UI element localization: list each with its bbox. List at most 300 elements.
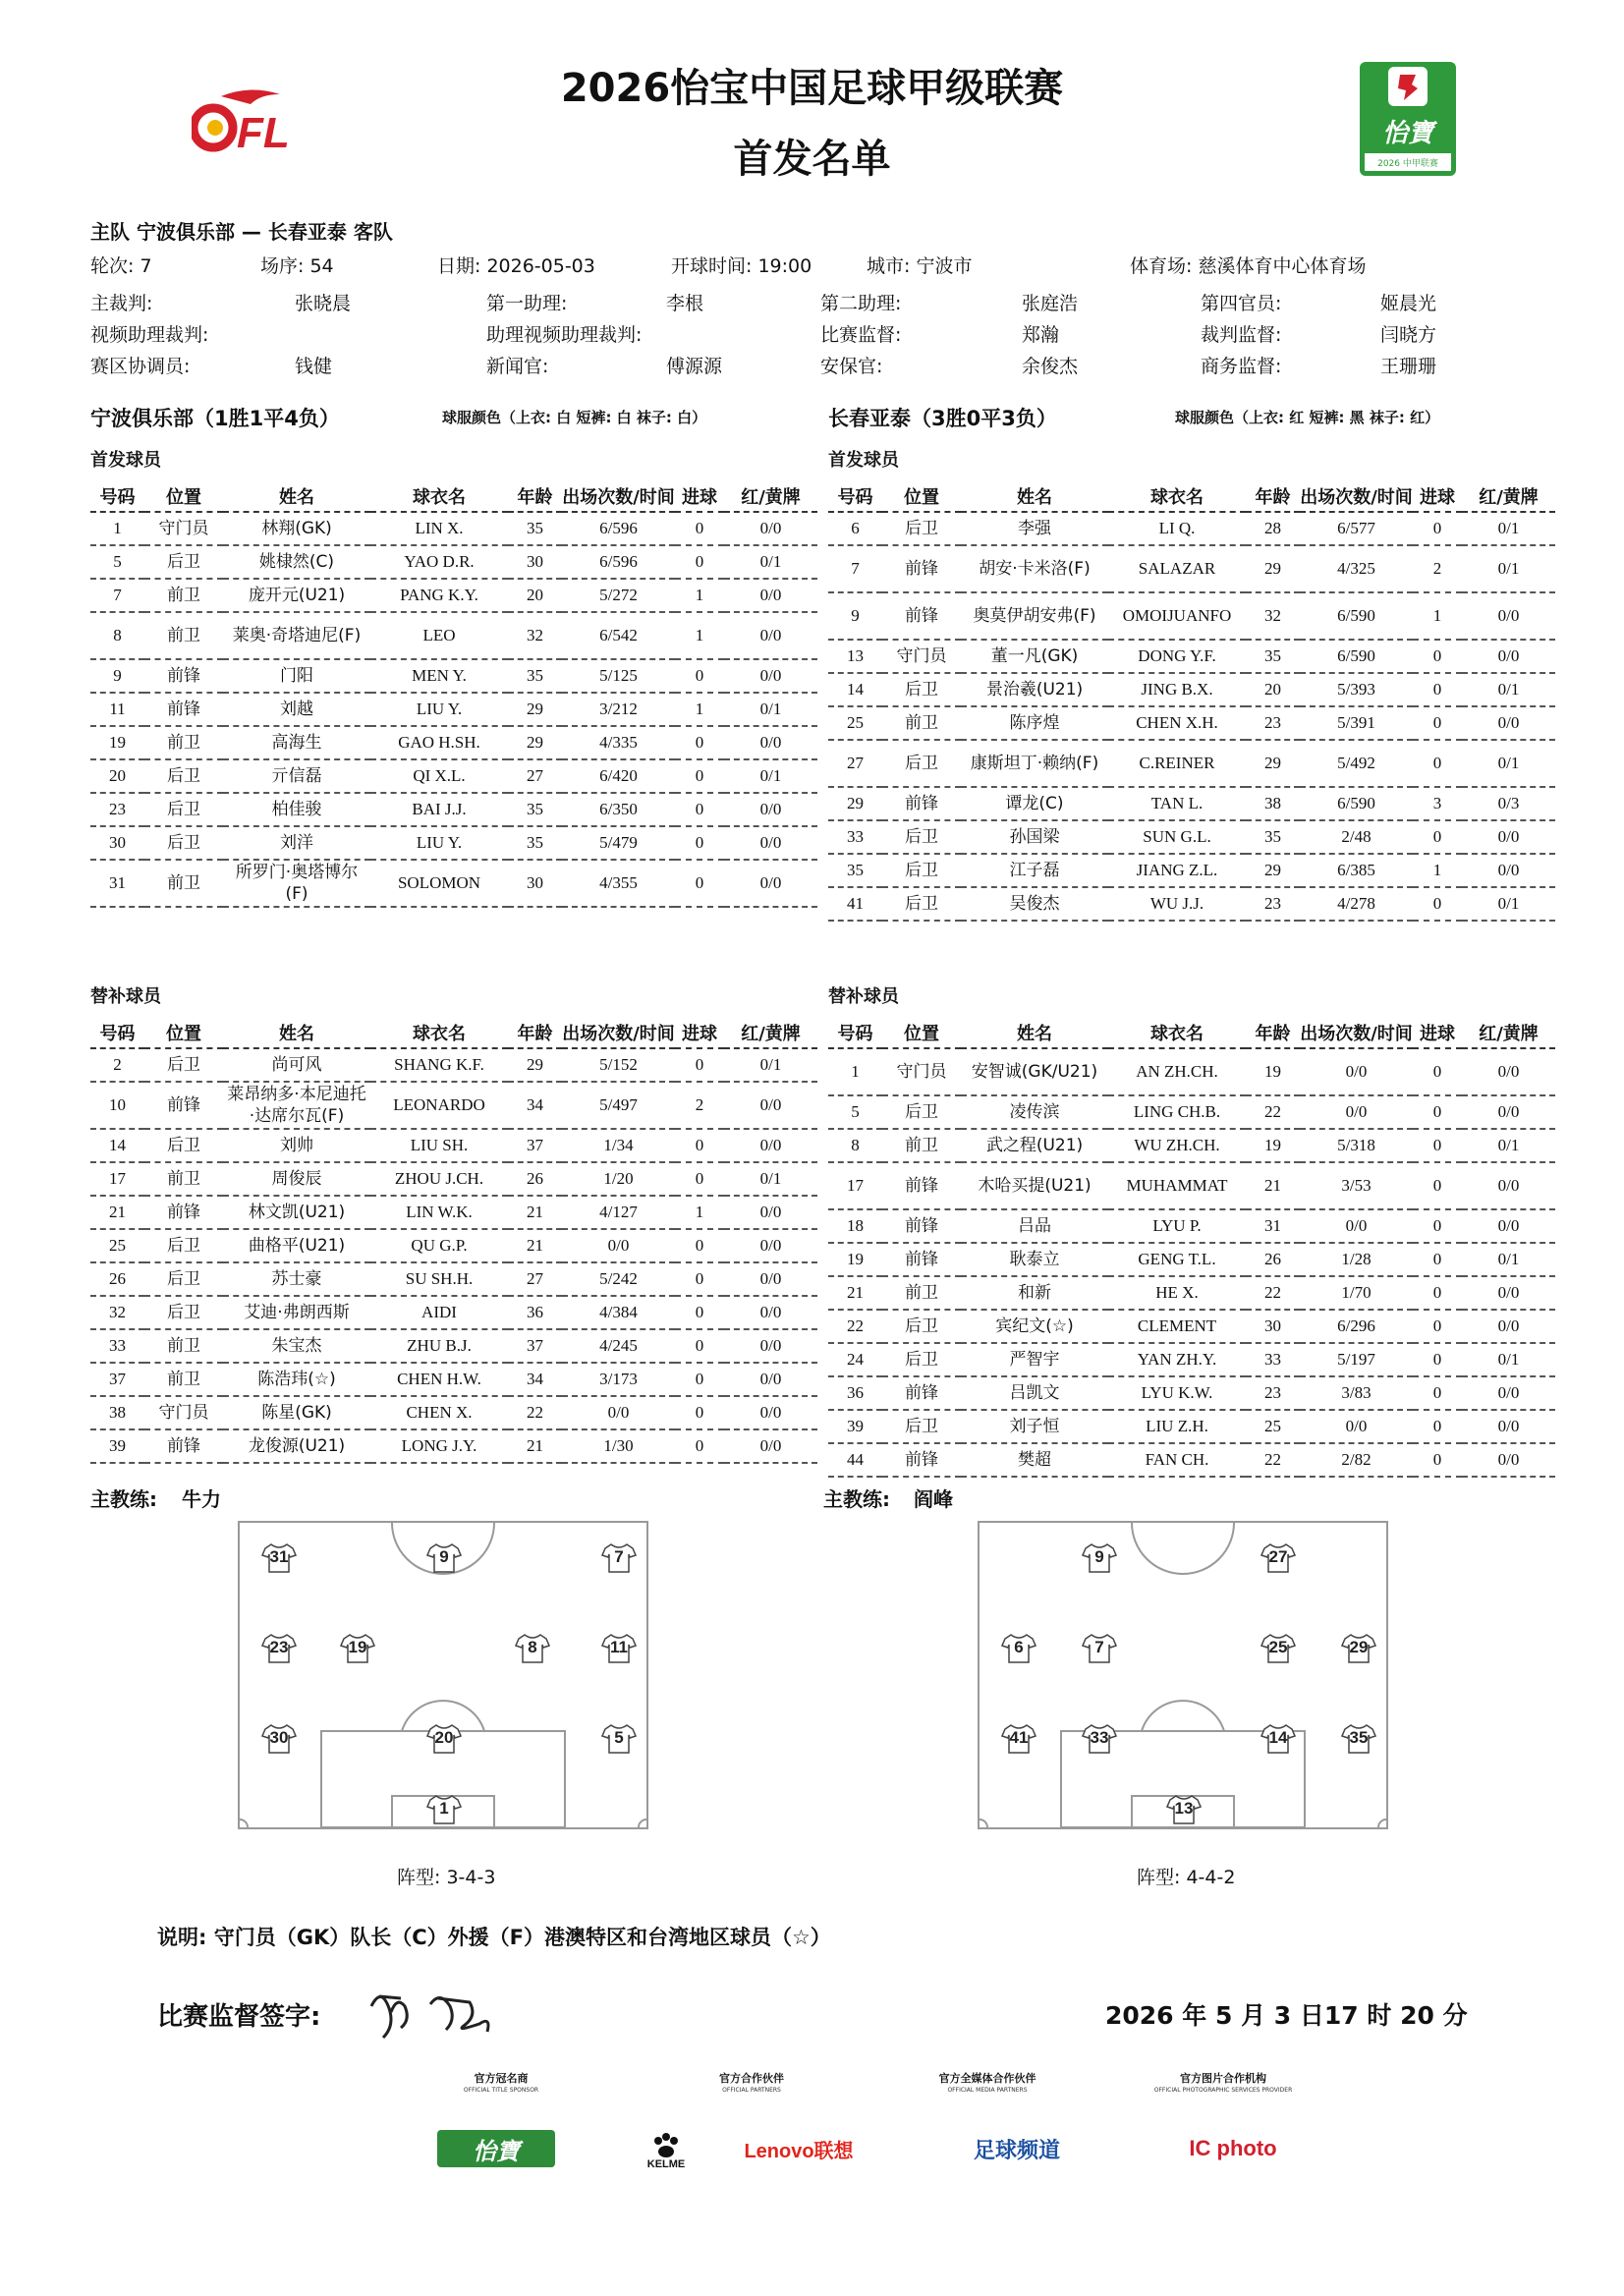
sponsor-logo-4 (1174, 2130, 1292, 2167)
player-row (90, 793, 817, 826)
player-row (828, 640, 1555, 673)
player-row (828, 1095, 1555, 1129)
home-subs-table (90, 1018, 817, 1464)
official-label: 裁判监督: (1201, 324, 1282, 346)
player-row (90, 1429, 817, 1463)
supervisor-signature (362, 1977, 519, 2045)
column-header: 进球 (675, 481, 724, 512)
away-kit-colors: 球服颜色（上衣: 红 短裤: 黑 袜子: 红） (1175, 409, 1440, 426)
player-position: 守门员 (144, 512, 223, 545)
goals: 0 (1413, 887, 1462, 921)
player-number: 14 (828, 673, 882, 706)
player-age: 33 (1246, 1343, 1300, 1376)
shirt-name: PANG K.Y. (370, 579, 508, 612)
goals: 0 (675, 759, 724, 793)
appearances-minutes: 5/393 (1300, 673, 1413, 706)
player-row (828, 1343, 1555, 1376)
sponsor-category-sub: OFFICIAL TITLE SPONSOR (463, 2087, 539, 2094)
goals: 0 (1413, 1209, 1462, 1243)
shirt-name: QI X.L. (370, 759, 508, 793)
column-header: 球衣名 (1108, 1018, 1246, 1048)
shirt-number: 41 (1009, 1728, 1029, 1747)
player-name: 门阳 (223, 659, 370, 693)
player-position: 前卫 (144, 1329, 223, 1363)
player-name: 林文凯(U21) (223, 1196, 370, 1229)
player-number: 38 (90, 1396, 144, 1429)
player-name: 刘洋 (223, 826, 370, 860)
shirt-name: SOLOMON (370, 860, 508, 907)
player-position: 后卫 (882, 512, 961, 545)
goals: 0 (675, 860, 724, 907)
player-age: 25 (1246, 1410, 1300, 1443)
match-number: 场序: 54 (260, 255, 334, 277)
player-position: 前锋 (144, 1429, 223, 1463)
column-header: 红/黄牌 (1462, 1018, 1555, 1048)
player-shirt-marker (1082, 1633, 1117, 1664)
official-label: 赛区协调员: (90, 356, 191, 377)
appearances-minutes: 5/479 (562, 826, 675, 860)
player-number: 39 (90, 1429, 144, 1463)
player-name: 陈浩玮(☆) (223, 1363, 370, 1396)
player-number: 18 (828, 1209, 882, 1243)
player-age: 23 (1246, 1376, 1300, 1410)
player-row (90, 545, 817, 579)
goals: 0 (1413, 512, 1462, 545)
kickoff-time: 开球时间: 19:00 (671, 255, 812, 277)
player-row (828, 706, 1555, 740)
appearances-minutes: 6/542 (562, 612, 675, 659)
player-shirt-marker (1001, 1723, 1036, 1755)
player-shirt-marker (261, 1723, 297, 1755)
cards: 0/0 (724, 1129, 817, 1162)
goals: 0 (675, 545, 724, 579)
goals: 0 (1413, 1048, 1462, 1095)
shirt-name: BAI J.J. (370, 793, 508, 826)
player-age: 29 (1246, 545, 1300, 592)
player-row (828, 787, 1555, 820)
player-number: 41 (828, 887, 882, 921)
player-position: 前卫 (882, 1129, 961, 1162)
appearances-minutes: 1/20 (562, 1162, 675, 1196)
away-formation: 阵型: 4-4-2 (1137, 1867, 1236, 1888)
player-position: 守门员 (882, 1048, 961, 1095)
player-row (90, 1329, 817, 1363)
appearances-minutes: 6/590 (1300, 640, 1413, 673)
shirt-name: YAO D.R. (370, 545, 508, 579)
column-header: 姓名 (223, 481, 370, 512)
goals: 0 (1413, 1376, 1462, 1410)
player-name: 樊超 (961, 1443, 1108, 1477)
svg-text:FL: FL (237, 109, 290, 155)
goals: 1 (675, 1196, 724, 1229)
player-position: 后卫 (882, 1095, 961, 1129)
player-age: 29 (508, 1048, 562, 1082)
shirt-number: 6 (1014, 1638, 1024, 1656)
shirt-name: SUN G.L. (1108, 820, 1246, 854)
shirt-name: FAN CH. (1108, 1443, 1246, 1477)
cards: 0/1 (724, 1048, 817, 1082)
shirt-number: 31 (269, 1547, 289, 1566)
player-row (828, 854, 1555, 887)
match-date: 日期: 2026-05-03 (437, 255, 595, 277)
cards: 0/0 (1462, 1276, 1555, 1310)
player-name: 吕凯文 (961, 1376, 1108, 1410)
sponsor-brand: IC photo (1189, 2136, 1277, 2160)
city: 城市: 宁波市 (867, 255, 973, 277)
home-subs-label: 替补球员 (90, 986, 161, 1007)
player-number: 1 (828, 1048, 882, 1095)
player-age: 30 (508, 860, 562, 907)
player-name: 武之程(U21) (961, 1129, 1108, 1162)
player-number: 11 (90, 693, 144, 726)
sponsor-category: 官方图片合作机构 (1180, 2072, 1266, 2085)
home-coach-label: 主教练: (90, 1487, 157, 1511)
sponsor-category: 官方冠名商 (474, 2072, 529, 2085)
goals: 0 (1413, 1410, 1462, 1443)
cards: 0/3 (1462, 787, 1555, 820)
player-name: 严智宇 (961, 1343, 1108, 1376)
goals: 0 (675, 826, 724, 860)
sponsor-logo-1 (639, 2124, 694, 2179)
player-number: 26 (90, 1262, 144, 1296)
shirt-name: HE X. (1108, 1276, 1246, 1310)
column-header: 出场次数/时间 (1300, 1018, 1413, 1048)
shirt-name: SALAZAR (1108, 545, 1246, 592)
player-number: 30 (90, 826, 144, 860)
player-age: 21 (508, 1429, 562, 1463)
player-age: 22 (1246, 1443, 1300, 1477)
official-label: 第一助理: (486, 293, 568, 314)
player-position: 前卫 (144, 612, 223, 659)
player-age: 22 (1246, 1276, 1300, 1310)
home-starters-label: 首发球员 (90, 450, 161, 471)
player-age: 29 (508, 693, 562, 726)
shirt-name: ZHU B.J. (370, 1329, 508, 1363)
cards: 0/0 (1462, 1376, 1555, 1410)
official-name: 郑瀚 (1022, 324, 1060, 346)
player-position: 前锋 (144, 693, 223, 726)
player-age: 29 (1246, 740, 1300, 787)
player-row (90, 1129, 817, 1162)
official-name: 王珊珊 (1380, 356, 1437, 377)
appearances-minutes: 5/197 (1300, 1343, 1413, 1376)
shirt-number: 35 (1349, 1728, 1369, 1747)
player-age: 37 (508, 1129, 562, 1162)
player-name: 吴俊杰 (961, 887, 1108, 921)
player-number: 21 (90, 1196, 144, 1229)
column-header: 年龄 (508, 481, 562, 512)
appearances-minutes: 0/0 (1300, 1209, 1413, 1243)
player-shirt-marker (601, 1542, 637, 1574)
sponsor-category-sub: OFFICIAL PHOTOGRAPHIC SERVICES PROVIDER (1153, 2087, 1293, 2094)
player-position: 后卫 (882, 887, 961, 921)
player-shirt-marker (1341, 1633, 1376, 1664)
player-age: 20 (1246, 673, 1300, 706)
shirt-number: 25 (1268, 1638, 1288, 1656)
appearances-minutes: 3/53 (1300, 1162, 1413, 1209)
player-number: 35 (828, 854, 882, 887)
appearances-minutes: 4/325 (1300, 545, 1413, 592)
player-number: 19 (828, 1243, 882, 1276)
player-age: 28 (1246, 512, 1300, 545)
shirt-name: LI Q. (1108, 512, 1246, 545)
cards: 0/0 (724, 1082, 817, 1129)
goals: 0 (1413, 1310, 1462, 1343)
cards: 0/0 (724, 726, 817, 759)
shirt-name: SHANG K.F. (370, 1048, 508, 1082)
away-starters-label: 首发球员 (828, 450, 899, 471)
player-row (828, 887, 1555, 921)
player-position: 后卫 (144, 826, 223, 860)
player-number: 6 (828, 512, 882, 545)
player-position: 后卫 (882, 673, 961, 706)
player-row (828, 1209, 1555, 1243)
player-age: 29 (1246, 854, 1300, 887)
shirt-number: 33 (1090, 1728, 1109, 1747)
official-label: 助理视频助理裁判: (486, 324, 643, 346)
shirt-name: MUHAMMAT (1108, 1162, 1246, 1209)
appearances-minutes: 3/83 (1300, 1376, 1413, 1410)
player-age: 20 (508, 579, 562, 612)
column-header: 号码 (90, 1018, 144, 1048)
player-name: 庞开元(U21) (223, 579, 370, 612)
away-team-title: 长春亚泰（3胜0平3负） (828, 407, 1057, 430)
cards: 0/0 (724, 659, 817, 693)
player-number: 5 (828, 1095, 882, 1129)
shirt-name: AIDI (370, 1296, 508, 1329)
away-formation-pitch (978, 1521, 1388, 1829)
goals: 1 (675, 693, 724, 726)
player-position: 前锋 (882, 1243, 961, 1276)
column-header: 年龄 (508, 1018, 562, 1048)
player-name: 刘帅 (223, 1129, 370, 1162)
player-row (828, 592, 1555, 640)
player-number: 25 (828, 706, 882, 740)
official-label: 商务监督: (1201, 356, 1282, 377)
player-name: 所罗门·奥塔博尔(F) (223, 860, 370, 907)
shirt-name: C.REINER (1108, 740, 1246, 787)
player-row (828, 1243, 1555, 1276)
shirt-name: QU G.P. (370, 1229, 508, 1262)
appearances-minutes: 1/30 (562, 1429, 675, 1463)
cards: 0/0 (724, 1196, 817, 1229)
appearances-minutes: 6/385 (1300, 854, 1413, 887)
official-name: 傅源源 (666, 356, 723, 377)
away-coach-name: 阎峰 (914, 1487, 953, 1511)
cards: 0/1 (1462, 887, 1555, 921)
player-row (90, 1229, 817, 1262)
player-position: 前卫 (144, 860, 223, 907)
home-formation: 阵型: 3-4-3 (397, 1867, 496, 1888)
home-kit-colors: 球服颜色（上衣: 白 短裤: 白 袜子: 白） (442, 409, 707, 426)
cards: 0/1 (724, 545, 817, 579)
shirt-name: LIU Y. (370, 826, 508, 860)
player-name: 奥莫伊胡安弗(F) (961, 592, 1108, 640)
player-number: 7 (90, 579, 144, 612)
goals: 0 (1413, 740, 1462, 787)
shirt-name: AN ZH.CH. (1108, 1048, 1246, 1095)
cards: 0/0 (724, 826, 817, 860)
player-name: 朱宝杰 (223, 1329, 370, 1363)
shirt-name: LIN W.K. (370, 1196, 508, 1229)
cards: 0/1 (1462, 545, 1555, 592)
shirt-name: LEONARDO (370, 1082, 508, 1129)
appearances-minutes: 6/596 (562, 512, 675, 545)
player-position: 后卫 (882, 1410, 961, 1443)
appearances-minutes: 3/212 (562, 693, 675, 726)
player-age: 30 (1246, 1310, 1300, 1343)
player-position: 前锋 (144, 1196, 223, 1229)
shirt-name: WU ZH.CH. (1108, 1129, 1246, 1162)
player-row (828, 1376, 1555, 1410)
player-position: 前卫 (882, 1276, 961, 1310)
shirt-number: 8 (528, 1638, 537, 1656)
cards: 0/0 (1462, 1410, 1555, 1443)
player-row (828, 1443, 1555, 1477)
shirt-name: GAO H.SH. (370, 726, 508, 759)
player-name: 安智诚(GK/U21) (961, 1048, 1108, 1095)
player-position: 前锋 (144, 659, 223, 693)
appearances-minutes: 5/492 (1300, 740, 1413, 787)
player-row (90, 1296, 817, 1329)
shirt-name: YAN ZH.Y. (1108, 1343, 1246, 1376)
shirt-number: 27 (1268, 1547, 1288, 1566)
player-shirt-marker (426, 1794, 462, 1825)
appearances-minutes: 5/497 (562, 1082, 675, 1129)
home-formation-pitch (238, 1521, 648, 1829)
player-position: 前锋 (882, 1376, 961, 1410)
shirt-name: ZHOU J.CH. (370, 1162, 508, 1196)
official-label: 视频助理裁判: (90, 324, 209, 346)
cards: 0/1 (724, 1162, 817, 1196)
appearances-minutes: 1/28 (1300, 1243, 1413, 1276)
player-name: 胡安·卡米洛(F) (961, 545, 1108, 592)
player-number: 10 (90, 1082, 144, 1129)
player-name: 艾迪·弗朗西斯 (223, 1296, 370, 1329)
shirt-name: LYU P. (1108, 1209, 1246, 1243)
player-age: 22 (508, 1396, 562, 1429)
sponsor-logo-0 (437, 2130, 555, 2167)
column-header: 姓名 (223, 1018, 370, 1048)
cards: 0/0 (1462, 706, 1555, 740)
player-row (828, 820, 1555, 854)
cards: 0/0 (724, 793, 817, 826)
goals: 0 (1413, 1443, 1462, 1477)
shirt-number: 23 (269, 1638, 289, 1656)
column-header: 位置 (144, 1018, 223, 1048)
player-number: 21 (828, 1276, 882, 1310)
cards: 0/1 (1462, 512, 1555, 545)
official-name: 余俊杰 (1022, 356, 1079, 377)
cards: 0/0 (1462, 640, 1555, 673)
appearances-minutes: 6/350 (562, 793, 675, 826)
player-number: 23 (90, 793, 144, 826)
goals: 0 (1413, 1129, 1462, 1162)
shirt-number: 7 (614, 1547, 624, 1566)
cards: 0/0 (1462, 1048, 1555, 1095)
column-header: 号码 (90, 481, 144, 512)
appearances-minutes: 5/318 (1300, 1129, 1413, 1162)
player-age: 23 (1246, 887, 1300, 921)
cards: 0/0 (724, 1229, 817, 1262)
appearances-minutes: 1/34 (562, 1129, 675, 1162)
player-number: 39 (828, 1410, 882, 1443)
shirt-name: MEN Y. (370, 659, 508, 693)
appearances-minutes: 5/242 (562, 1262, 675, 1296)
appearances-minutes: 0/0 (562, 1229, 675, 1262)
appearances-minutes: 4/245 (562, 1329, 675, 1363)
goals: 0 (675, 1329, 724, 1363)
player-age: 27 (508, 1262, 562, 1296)
document-title: 2026怡宝中国足球甲级联赛 (560, 66, 1064, 111)
player-position: 后卫 (144, 1048, 223, 1082)
cards: 0/0 (724, 1396, 817, 1429)
player-name: 董一凡(GK) (961, 640, 1108, 673)
goals: 3 (1413, 787, 1462, 820)
player-position: 前锋 (882, 1162, 961, 1209)
player-number: 33 (90, 1329, 144, 1363)
player-number: 32 (90, 1296, 144, 1329)
column-header: 红/黄牌 (724, 1018, 817, 1048)
away-starters-table (828, 481, 1555, 922)
sponsor-brand: Lenovo联想 (744, 2140, 854, 2162)
column-header: 位置 (144, 481, 223, 512)
player-position: 前卫 (144, 579, 223, 612)
appearances-minutes: 4/355 (562, 860, 675, 907)
player-shirt-marker (1260, 1723, 1296, 1755)
official-label: 安保官: (820, 356, 883, 377)
player-name: 姚棣然(C) (223, 545, 370, 579)
player-row (90, 659, 817, 693)
player-row (90, 826, 817, 860)
shirt-name: JING B.X. (1108, 673, 1246, 706)
shirt-name: LIN X. (370, 512, 508, 545)
appearances-minutes: 2/48 (1300, 820, 1413, 854)
player-age: 38 (1246, 787, 1300, 820)
player-number: 8 (90, 612, 144, 659)
sponsor-logo-sub: 2026 中甲联赛 (1377, 159, 1438, 169)
player-position: 后卫 (882, 854, 961, 887)
player-number: 8 (828, 1129, 882, 1162)
home-team-title: 宁波俱乐部（1胜1平4负） (90, 407, 340, 430)
sponsor-logo-3 (953, 2130, 1081, 2167)
official-label: 第四官员: (1201, 293, 1282, 314)
shirt-number: 14 (1268, 1728, 1288, 1747)
player-number: 2 (90, 1048, 144, 1082)
player-position: 前锋 (882, 787, 961, 820)
column-header: 姓名 (961, 481, 1108, 512)
shirt-number: 7 (1094, 1638, 1104, 1656)
player-name: 陈星(GK) (223, 1396, 370, 1429)
goals: 0 (1413, 1243, 1462, 1276)
sponsor-brand: KELME (646, 2158, 686, 2170)
player-row (90, 1082, 817, 1129)
appearances-minutes: 6/596 (562, 545, 675, 579)
shirt-name: CLEMENT (1108, 1310, 1246, 1343)
column-header: 进球 (675, 1018, 724, 1048)
player-name: 景治羲(U21) (961, 673, 1108, 706)
player-age: 35 (508, 793, 562, 826)
player-number: 14 (90, 1129, 144, 1162)
player-row (828, 1410, 1555, 1443)
goals: 0 (675, 1396, 724, 1429)
player-number: 36 (828, 1376, 882, 1410)
player-number: 7 (828, 545, 882, 592)
player-name: 陈序煌 (961, 706, 1108, 740)
cards: 0/0 (1462, 854, 1555, 887)
player-row (90, 1196, 817, 1229)
stadium: 体育场: 慈溪体育中心体育场 (1130, 255, 1367, 277)
